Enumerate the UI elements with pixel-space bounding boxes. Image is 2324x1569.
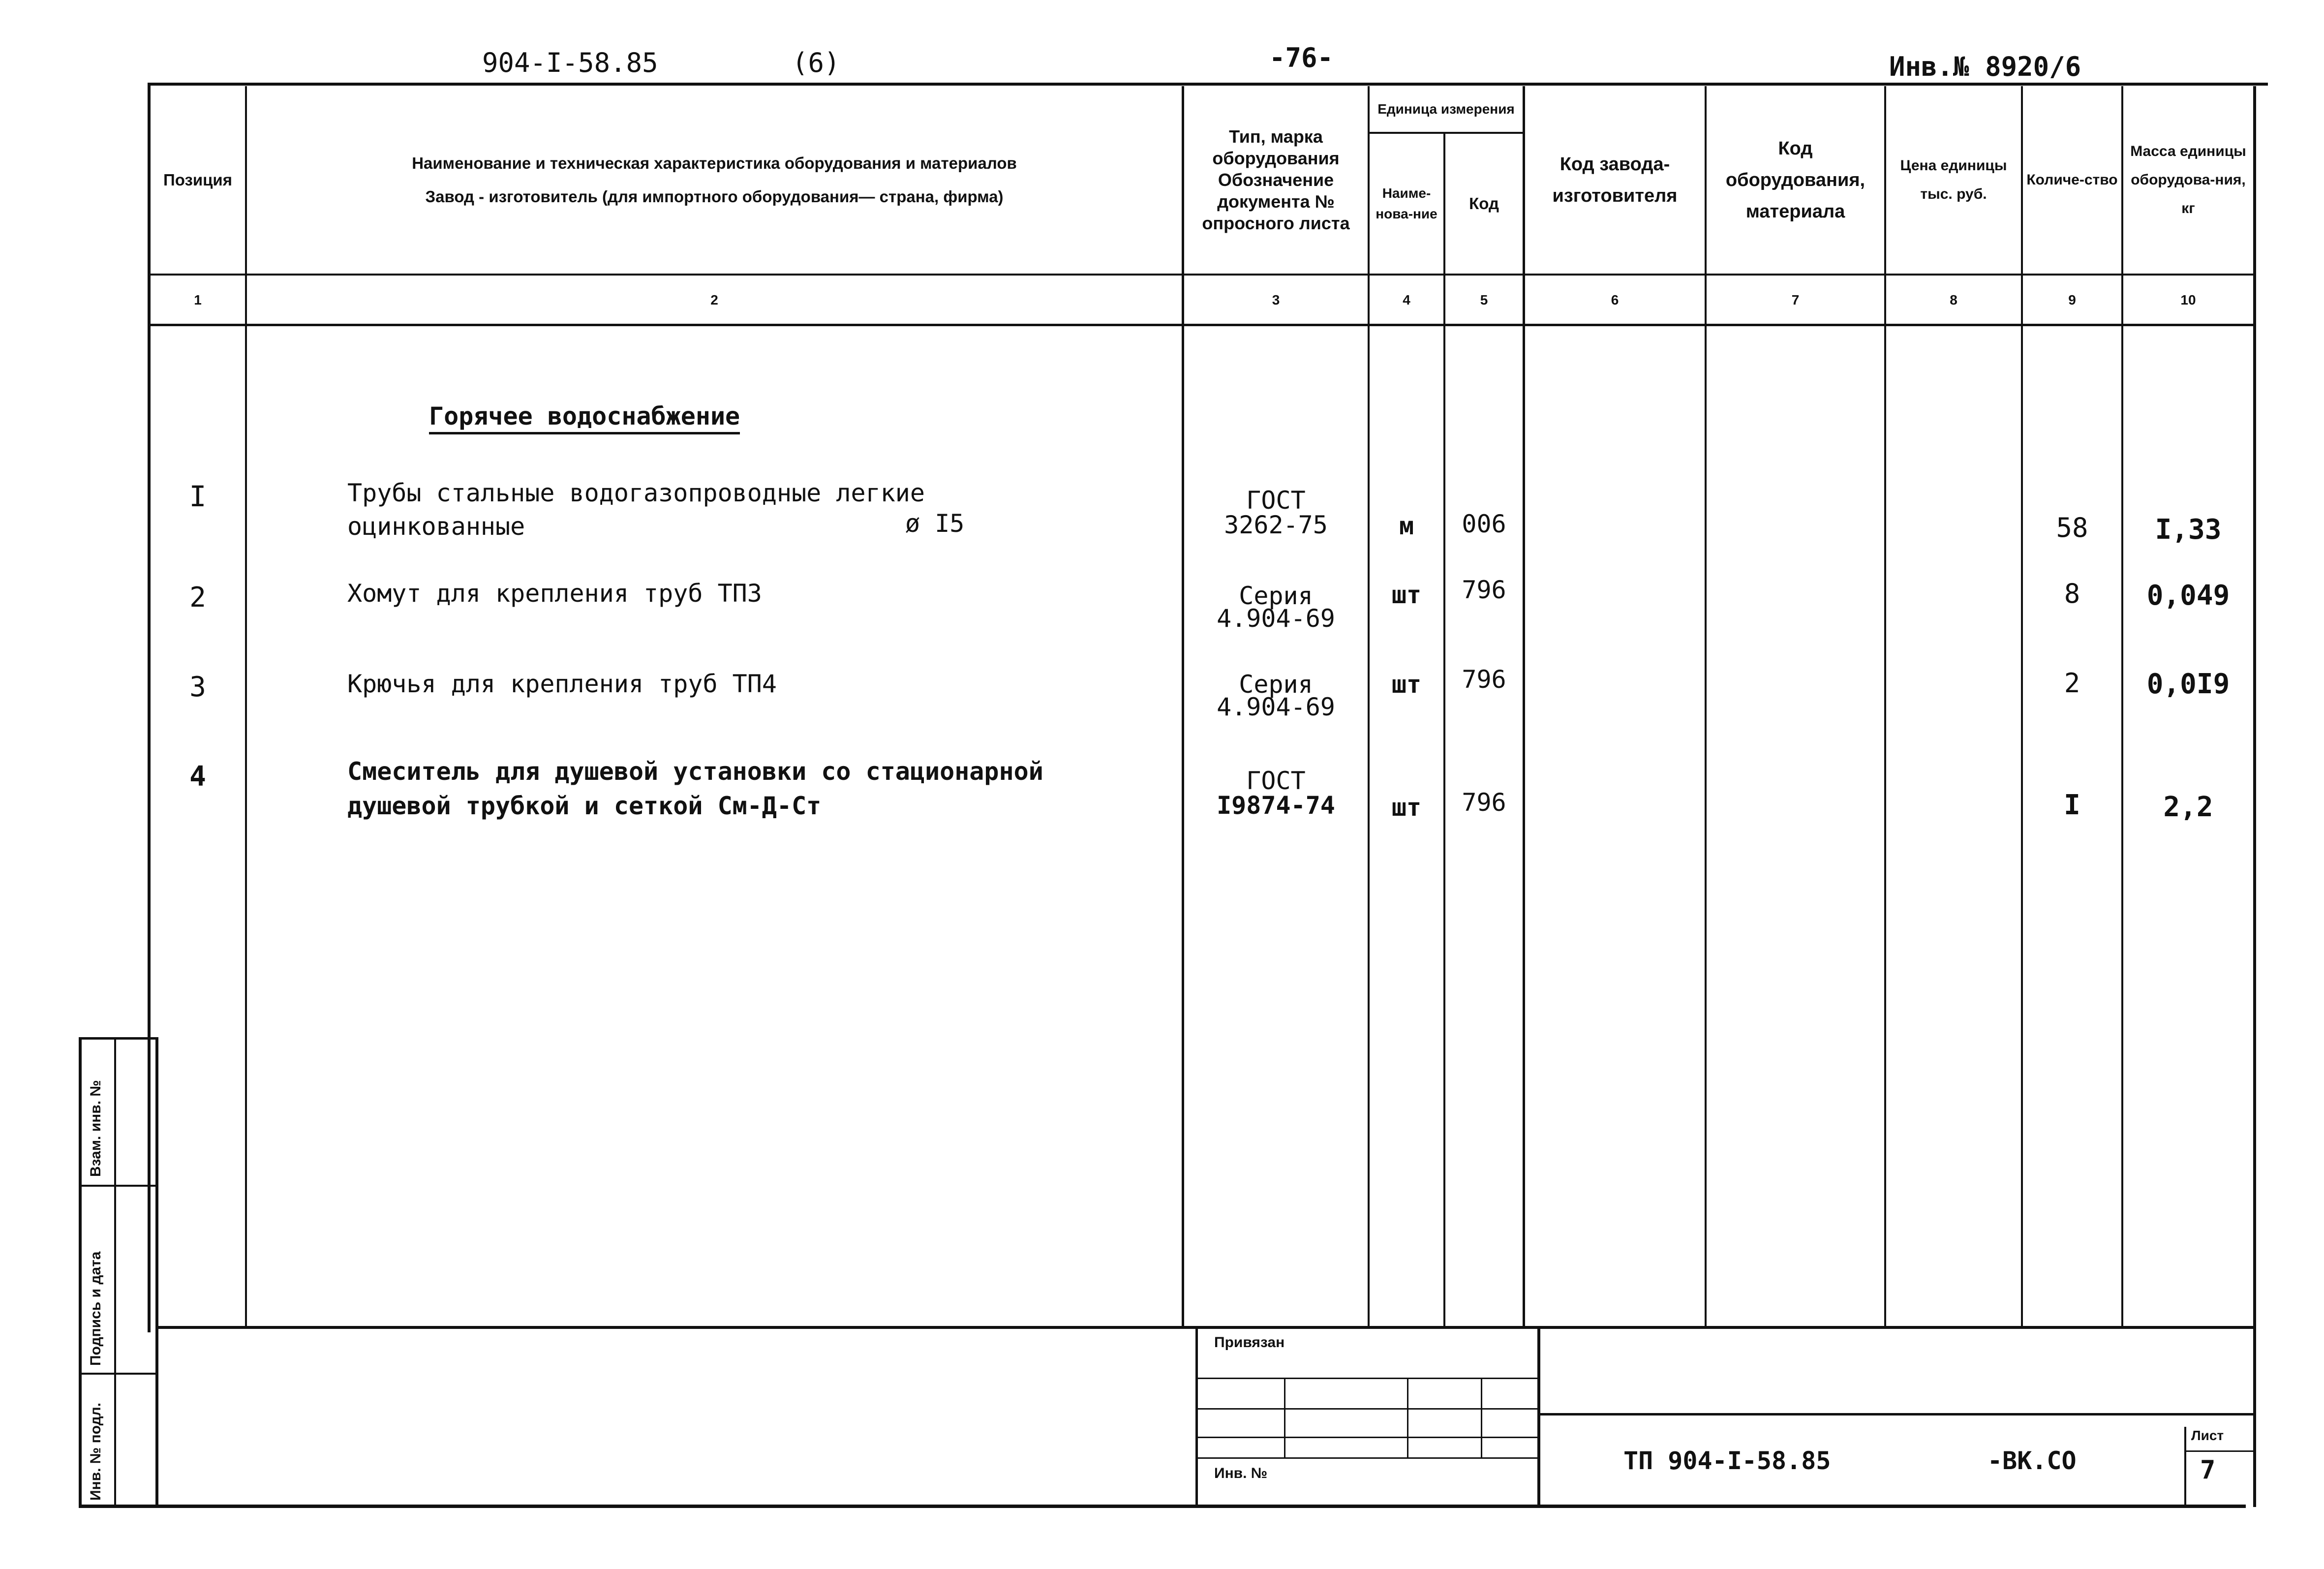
row-3-quantity: 2 [2064,668,2080,699]
row-1-doc-line2: 3262-75 [1224,511,1328,539]
frame-right [2253,86,2256,1507]
row-2-position: 2 [189,582,206,614]
attach-grid-v1 [1284,1378,1285,1457]
doc-code: 904-I-58.85 [482,47,658,78]
header-col-3: Тип, марка оборудования Обозначение документа № опросного листа [1202,126,1350,233]
row-1-mass: I,33 [2155,514,2222,546]
row-4-mass: 2,2 [2163,791,2213,823]
side-stamp-sep-1 [79,1185,157,1187]
attach-grid-v2 [1407,1378,1408,1457]
row-1-doc-line1: ГОСТ [1246,486,1306,515]
side-stamp-original-inv: Инв. № подл. [88,1402,104,1501]
frame-top [148,83,2268,86]
row-3-doc-line1: Серия [1239,670,1313,699]
row-3-position: 3 [189,671,206,703]
row-1-size: ø I5 [905,509,965,538]
attach-grid-h3 [1198,1437,1537,1438]
row-2-quantity: 8 [2064,578,2080,609]
col-number-1: 1 [194,292,202,308]
section-title: Горячее водоснабжение [429,400,740,434]
col-number-9: 9 [2068,292,2076,308]
row-4-quantity: I [2064,789,2080,821]
row-3-name-line1: Крючья для крепления труб ТП4 [347,670,777,698]
attach-grid-h2 [1198,1408,1537,1410]
header-col-1: Позиция [163,171,232,189]
header-col-9: Количе-ство [2026,172,2118,188]
header-unit-group: Единица измерения [1377,101,1515,117]
header-col-2: Наименование и техническая характеристика оборудования и материалов Завод - изготовитель (для импортного оборудования— страна, фирма) [412,154,1017,206]
col-number-10: 10 [2180,292,2196,308]
frame-left-lower [155,1037,158,1507]
row-4-doc-line1: ГОСТ [1246,767,1306,795]
row-4-unit: шт [1391,793,1422,822]
header-col-7: Код оборудования, материала [1725,138,1865,222]
row-1-name-line1: Трубы стальные водогазопроводные легкие [347,479,925,507]
side-stamp-divider [114,1037,116,1507]
side-stamp-top [79,1037,157,1040]
row-2-doc-line2: 4.904-69 [1217,604,1335,633]
row-3-unit: шт [1391,670,1422,699]
attached-label: Привязан [1214,1334,1285,1351]
row-4-name-line2: душевой трубкой и сеткой См-Д-Ст [347,792,822,820]
side-stamp-sep-2 [79,1373,157,1375]
header-col-6: Код завода-изготовителя [1552,154,1678,206]
row-4-name-line1: Смеситель для душевой установки со стационарной [347,757,1043,786]
row-4-position: 4 [189,761,206,793]
attach-grid-h1 [1198,1378,1537,1379]
row-1-position: I [189,480,207,513]
sheet-label: Лист [2191,1428,2224,1443]
title-block-top [155,1326,2256,1329]
title-block-attach-right [1537,1329,1540,1506]
designation-suffix: -ВК.СО [1988,1446,2077,1475]
attach-grid-v3 [1481,1378,1482,1457]
sheet-box-sep [2184,1450,2256,1452]
row-1-code: 006 [1462,510,1506,538]
frame-bottom [79,1505,2246,1508]
title-block-mid [1540,1413,2256,1415]
header-col-4: Наиме-нова-ние [1376,185,1437,221]
side-stamp-signature-date: Подпись и дата [88,1251,104,1366]
col-number-7: 7 [1791,292,1800,308]
inv-no-label: Инв. № [1214,1465,1268,1481]
col-number-8: 8 [1950,292,1957,308]
row-3-code: 796 [1462,665,1506,694]
row-2-unit: шт [1391,581,1422,609]
row-1-unit: м [1399,512,1414,540]
row-1-name-line2: оцинкованные [347,512,525,541]
inventory-number: Инв.№ 8920/6 [1889,51,2081,82]
row-4-code: 796 [1462,788,1506,817]
header-sep-1 [148,274,2256,276]
sheet-box-left [2184,1427,2186,1506]
col-number-5: 5 [1480,292,1488,308]
sheet-number: 7 [2200,1455,2216,1485]
row-3-mass: 0,0I9 [2146,668,2230,700]
row-2-code: 796 [1462,576,1506,604]
title-block-attach-left [1195,1329,1198,1506]
header-sep-2 [148,324,2256,326]
header-col-8: Цена единицы тыс. руб. [1900,157,2007,202]
row-2-mass: 0,049 [2146,580,2230,612]
side-stamp-left [79,1037,82,1507]
header-col-5: Код [1469,194,1499,213]
header-col-10: Масса единицы оборудова-ния, кг [2130,143,2246,216]
row-1-quantity: 58 [2056,512,2088,543]
row-4-doc-line2: I9874-74 [1217,791,1335,820]
sheet-part: (6) [792,47,840,78]
side-stamp-replace-inv: Взам. инв. № [88,1080,104,1177]
row-2-doc-line1: Серия [1239,582,1313,610]
designation: ТП 904-I-58.85 [1623,1446,1831,1475]
row-2-name-line1: Хомут для крепления труб ТП3 [347,579,762,608]
col-number-2: 2 [710,292,718,308]
attach-grid-h4 [1198,1457,1537,1459]
col-number-4: 4 [1403,292,1410,308]
page-number: -76- [1269,42,1334,73]
col-number-3: 3 [1272,292,1280,308]
row-3-doc-line2: 4.904-69 [1217,693,1335,721]
col-number-6: 6 [1611,292,1619,308]
